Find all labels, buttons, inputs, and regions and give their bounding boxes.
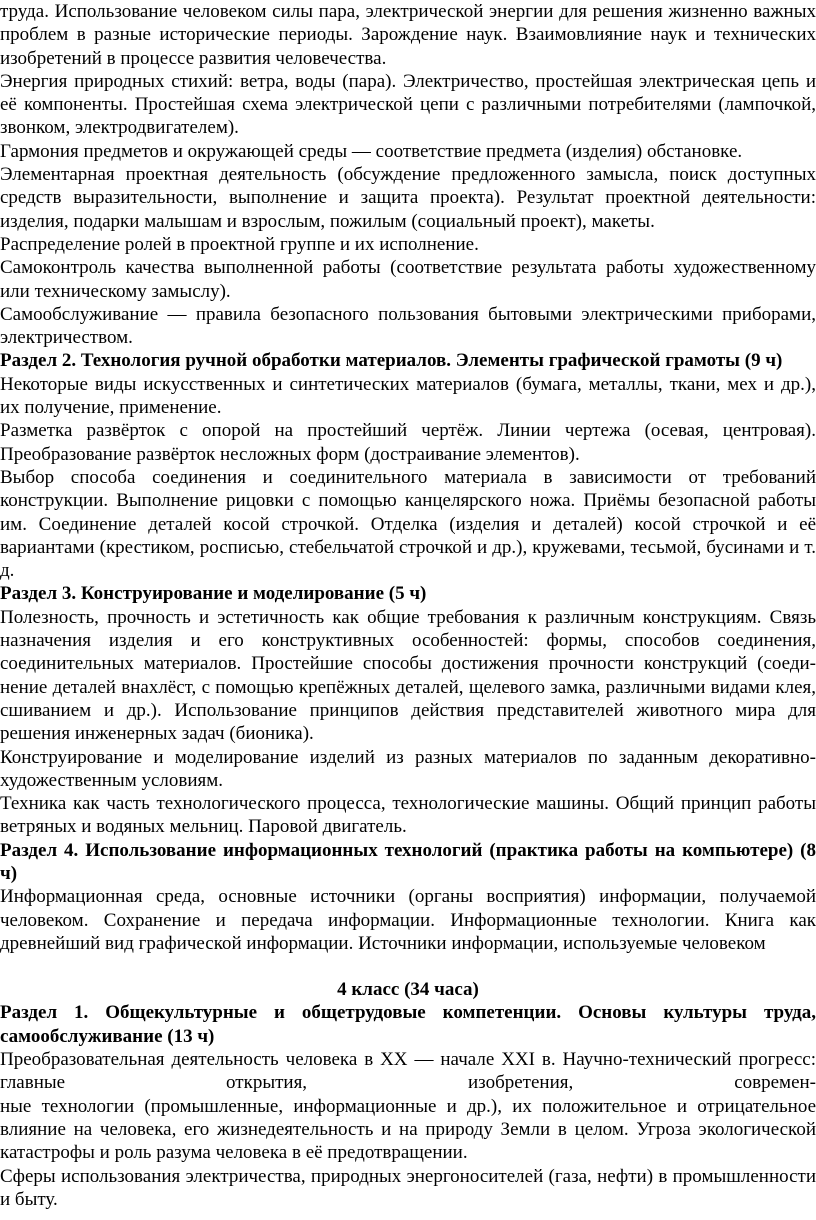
paragraph: Сферы использования электричества, природных энергоносителей (газа, нефти) в промышленности и быту. [0,1165,816,1210]
section-2-heading: Раздел 2. Технология ручной обработки материалов. Элементы графической грамоты (9 ч) [0,350,783,372]
paragraph: ные технологии (промышленные, информационные и др.), их положительное и отрицательное влияние на человека, его жизнедеятельность и на природу Земли в целом. Угроза экологической катастрофы и роль разума человека в её предотвращении. [0,1095,816,1164]
paragraph: Энергия природных стихий: ветра, воды (пара). Электричество, простейшая электрическая цепь и её компоненты. Простейшая схема электрической цепи с различными потребителями (лампочкой, звонком, электродвигателем). [0,70,816,139]
paragraph: труда. Использование человеком силы пара, электрической энергии для решения жизненно важных проблем в разные исторические периоды. Зарождение наук. Взаимовлияние наук и технических изобретений в процессе развития человечества. [0,1,816,69]
paragraph: Самоконтроль качества выполненной работы (соответствие результата работы художественному или техническому замыслу). [0,257,816,302]
section-3-heading: Раздел 3. Конструирование и моделирование (5 ч) [0,583,427,605]
paragraph: Гармония предметов и окружающей среды — соответствие предмета (изделия) обстановке. [0,140,743,162]
paragraph: Полезность, прочность и эстетичность как общие требования к различным конструкциям. Связь назначения изделия и его конструктивных особенностей: формы, способов соединения, соединительных материалов. Простейшие способы достижения прочности конструкций (соеди-нение деталей внахлёст, с помощью крепёжных деталей, щелевого замка, различными видами клея, сшиванием и др.). Использование принципов действия представителей животного мира для решения инженерных задач (бионика). [0,606,816,745]
paragraph: Разметка развёрток с опорой на простейший чертёж. Линии чертежа (осевая, центровая). Преобразование развёрток несложных форм (достраивание элементов). [0,420,816,465]
paragraph: Элементарная проектная деятельность (обсуждение предложенного замысла, поиск доступных средств выразительности, выполнение и защита проекта). Результат проектной деятельности: изделия, подарки малышам и взрослым, пожилым (социальный проект), макеты. [0,164,816,232]
blank-line [0,955,816,978]
paragraph: Техника как часть технологического процесса, технологические машины. Общий принцип работы ветряных и водяных мельниц. Паровой двигатель. [0,793,816,838]
paragraph: Распределение ролей в проектной группе и их исполнение. [0,233,479,255]
paragraph: Выбор способа соединения и соединительного материала в зависимости от требований конструкции. Выполнение рицовки с помощью канцелярского ножа. Приёмы безопасной работы им. Соединение деталей косой строчкой. Отделка (изделия и деталей) косой строчкой и её вариантами (крестиком, росписью, стебельчатой строчкой и др.), кружевами, тесьмой, бусинами и т. д. [0,466,816,582]
grade-4-section-1-heading: Раздел 1. Общекультурные и общетрудовые компетенции. Основы культуры труда, самообслуживание (13 ч) [0,1002,816,1047]
paragraph: Некоторые виды искусственных и синтетических материалов (бумага, металлы, ткани, мех и др.), их получение, применение. [0,373,816,419]
paragraph: Самообслуживание — правила безопасного пользования бытовыми электрическими приборами, электричеством. [0,303,816,349]
paragraph-line: Преобразовательная деятельность человека в XX — начале XXI в. Научно-технический прогресс: главные открытия, изобретения, современ- [0,1049,816,1094]
section-4-heading: Раздел 4. Использование информационных технологий (практика работы на компьютере) (8 ч) [0,839,816,884]
paragraph: Конструирование и моделирование изделий из разных материалов по заданным декоративно-художественным условиям. [0,746,816,791]
paragraph: Информационная среда, основные источники (органы восприятия) информации, получаемой человеком. Сохранение и передача информации. Информационные технологии. Книга как древнейший вид графической информации. Источники информации, используемые человеком [0,886,816,954]
grade-4-title: 4 класс (34 часа) [337,979,479,1001]
